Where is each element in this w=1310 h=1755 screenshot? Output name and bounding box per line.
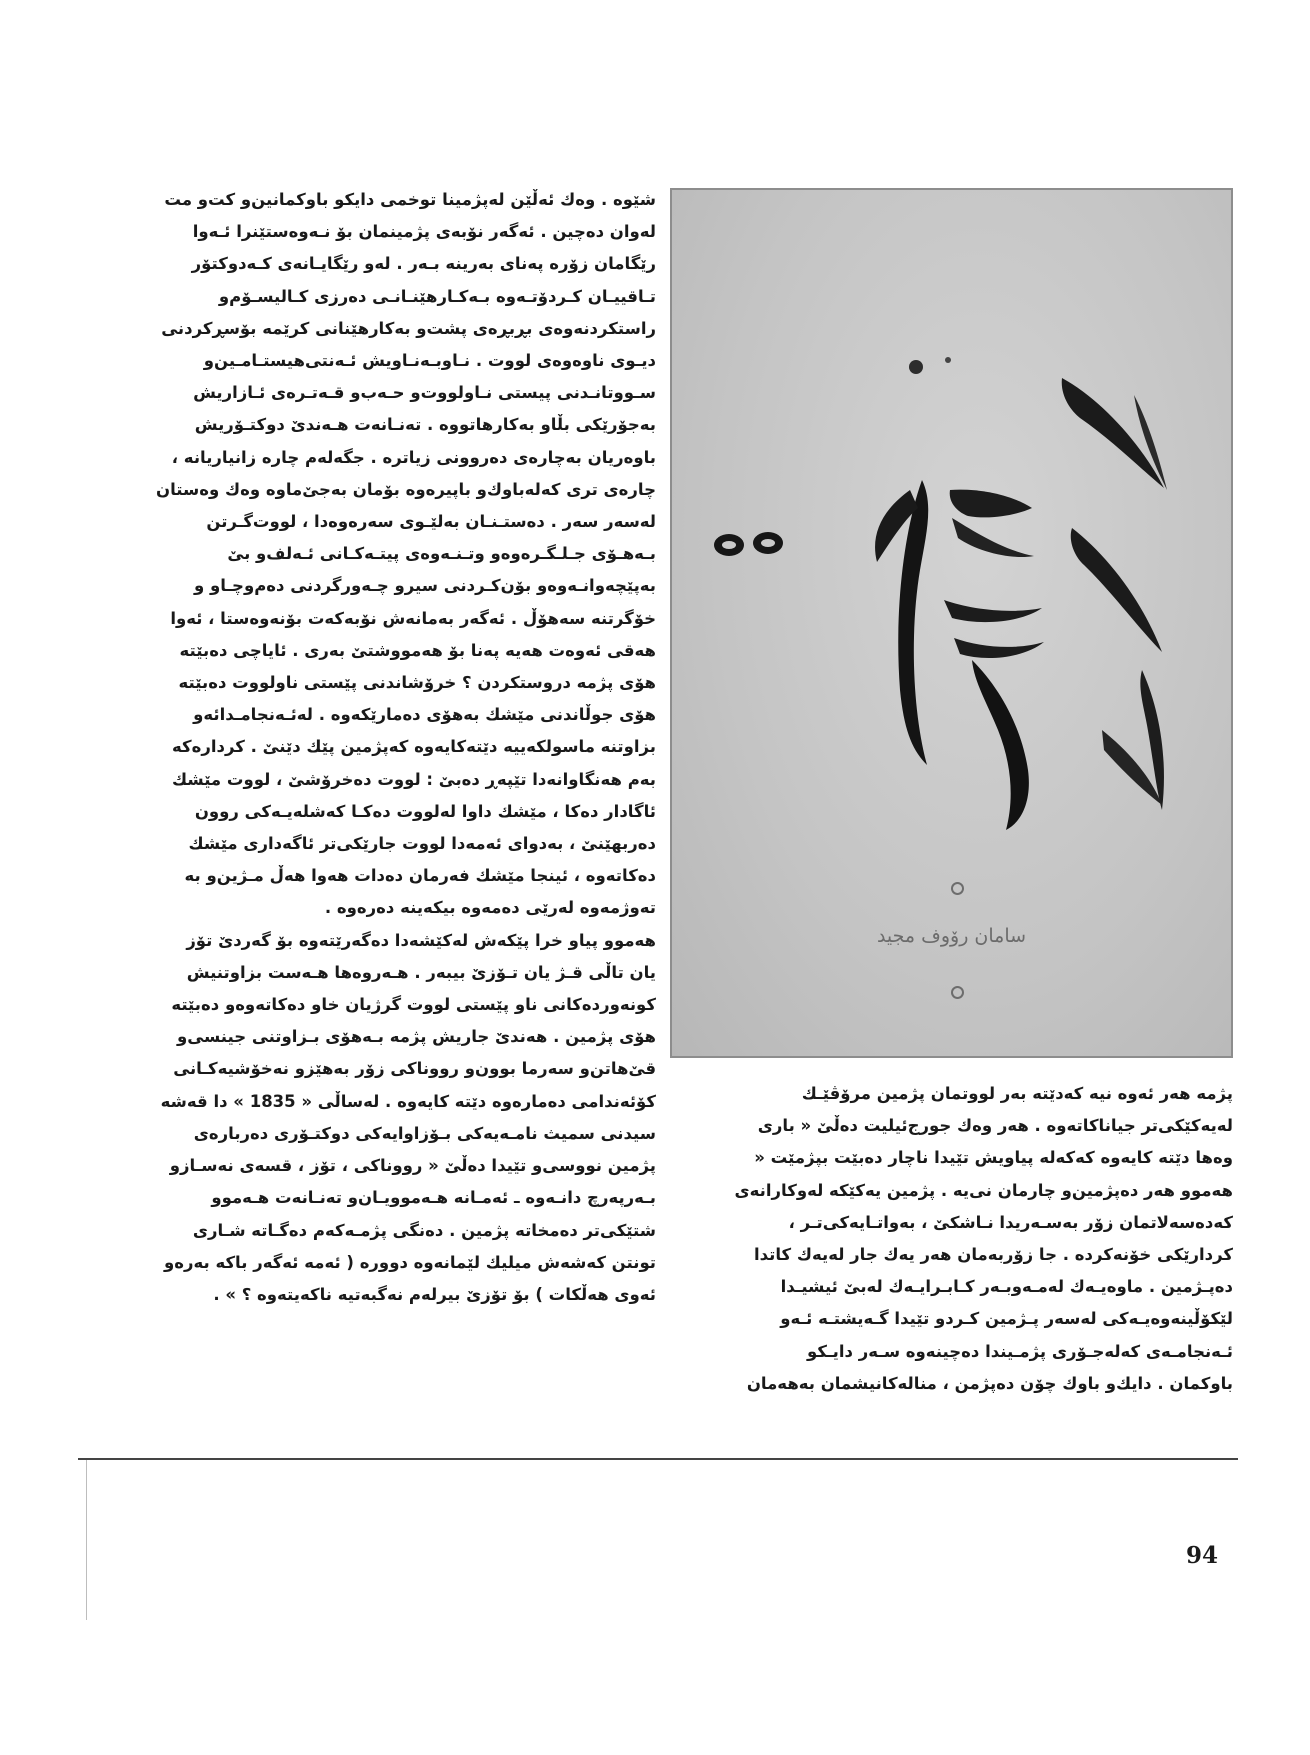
text-line: ئـەنجامـەی كەلەجـۆری پژمـیندا دەچینەوە سـەر دایـكو — [807, 1341, 1233, 1361]
text-line: یان تاڵی قـژ یان تـۆزێ بیبەر . هـەروەها هـەست بزاوتنیش — [186, 962, 656, 982]
text-line: خۆگرتنە سەهۆڵ . ئەگەر بەمانەش نۆبەكەت بۆنەوەستا ، ئەوا — [170, 608, 656, 628]
text-line: باوەریان بەچارەی دەروونی زیاترە . جگەلەم چارە زانیاریانە ، — [171, 447, 656, 467]
text-line: دەپـژمین . ماوەیـەك لەمـەوبـەر كـابـرایـەك لەبێ ئیشیـدا — [780, 1277, 1233, 1297]
margin-line — [86, 1460, 87, 1620]
text-line: لەیەكێكی‌تر جیاناكاتەوه . هەر وەك جورج‌ئیلیت دەڵێ « باری — [757, 1116, 1233, 1136]
text-line: بـەرپەرچ دانـەوە ـ ئەمـانە هـەموویـان‌و تەنـانەت هـەموو — [211, 1188, 656, 1208]
text-line: باوكمان . دایك‌و باوك چۆن دەپژمن ، منالەكانیشمان بەهەمان — [746, 1373, 1233, 1393]
text-line: راستكردنەوەی بڕبڕەی پشت‌و بەكارهێنانی كرێمە بۆسڕكردنی — [161, 318, 656, 338]
text-line: لەوان دەچین . ئەگەر نۆبەی پژمینمان بۆ نـەوەستێنرا ئـەوا — [192, 222, 656, 242]
text-line: هۆی جوڵاندنی مێشك بەهۆی دەمارێكەوه . لەئـەنجامـدائەو — [193, 705, 656, 725]
cover-circle-ornament-bottom — [951, 986, 964, 999]
text-line: هەقی ئەوەت هەیە پەنا بۆ هەمووشتێ بەری . ئایاچی دەبێتە — [179, 640, 656, 660]
text-line: شێوه . وەك ئەڵێن لەپژمینا توخمی دایكو باوكمانین‌و كت‌و مت — [164, 190, 656, 209]
text-line: كەدەسەلاتمان زۆر بەسـەریدا نـاشكێ ، بەواتـایەكی‌تـر ، — [788, 1212, 1233, 1232]
text-line: بەجۆرێكی بڵاو بەكارهاتووه . تەنـانەت هـەندێ دوكتـۆریش — [194, 415, 656, 435]
text-line: تونتن كەشەش میلیك لێمانەوە دوورە ( ئەمە ئەگەر باكە بەرەو — [164, 1252, 656, 1272]
text-line: هەموو هەر دەپژمین‌و چارمان نی‌یە . پژمین یەكێكە لەوكارانەی — [734, 1180, 1233, 1200]
text-line: دەكاتەوە ، ئینجا مێشك فەرمان دەدات هەوا هەڵ مـژین‌و بە — [184, 866, 656, 886]
text-line: بەپێچەوانـەوەو بۆن‌كـردنی سیرو چـەورگردنی دەم‌وچـاو و — [193, 576, 656, 596]
right-text-column — [670, 1078, 1233, 1400]
text-line: هەموو پیاو خرا پێكەش لەكێشەدا دەگەرێتەوە بۆ گەردێ تۆز — [186, 930, 656, 950]
text-line: دەربهێنێ ، بەدوای ئەمەدا لووت جارێكی‌تر ئاگەداری مێشك — [188, 834, 656, 854]
cover-author-name: سامان رۆوف مجید — [876, 925, 1027, 947]
text-line: هۆی پژمین . هەندێ جاریش پژمە بـەهۆی بـزاوتنی جینسی‌و — [177, 1027, 656, 1047]
text-line: شتێكی‌تر دەمخاتە پژمین . دەنگی پژمـەكەم دەگـاتە شـاری — [192, 1220, 656, 1240]
text-line: پژمین نووسی‌و تێیدا دەڵێ « رووناكی ، تۆز ، قسەی نەسـازو — [169, 1156, 656, 1176]
text-line: دیـوی ناوەوەی لووت . نـاوبـەنـاویش ئـەنتی‌هیستـامـین‌و — [203, 351, 656, 371]
text-line: كۆئەندامی دەمارەوە دێتە كایەوە . لەساڵی « 1835 » دا قەشە — [160, 1091, 656, 1111]
left-text-column — [78, 184, 656, 1311]
text-line: بزاوتنە ماسولكەییە دێتەكایەوە كەپژمین پێك دێنێ . كردارەكە — [172, 737, 656, 757]
text-line: وەها دێتە كایەوە كەكەلە پیاویش تێیدا ناچار دەبێت بپژمێت « — [754, 1148, 1233, 1168]
text-line: بەم هەنگاوانەدا تێپەڕ دەبێ : لووت دەخرۆشێ ، لووت مێشك — [172, 769, 656, 789]
text-line: كونەوردەكانی ناو پێستی لووت گرژیان خاو دەكاتەوەو دەبێتە — [171, 995, 656, 1015]
text-line: قێ‌هاتن‌و سەرما بوون‌و رووناكی زۆر بەهێزو نەخۆشیەكـانی — [173, 1059, 656, 1079]
text-line: كردارێكی خۆنەكردە . جا زۆربەمان هەر یەك جار لەیەك كاتدا — [753, 1245, 1233, 1265]
text-line: ئەوی هەڵكات ) بۆ تۆزێ بیرلەم نەگبەتیە ناكەیتەوە ؟ » . — [213, 1284, 656, 1304]
cover-circle-ornament-top — [951, 882, 964, 895]
book-cover-image — [670, 188, 1233, 1058]
footer-rule — [78, 1458, 1238, 1460]
text-line: سـووتانـدنی پیستی نـاولووت‌و حـەب‌و قـەتـرەی ئـازاریش — [193, 383, 656, 403]
text-line: ئاگادار دەكا ، مێشك داوا لەلووت دەكـا كەشلەیـەكی روون — [194, 801, 656, 821]
text-line: چارەی تری كەلەباوك‌و باپیرەوە بۆمان بەجێ‌ماوە وەك وەستان — [156, 479, 656, 499]
text-line: بـەهـۆی جـلـگـرەوەو وتـنـەوەی پیتـەكـانی ئـەلف‌و بێ — [227, 544, 656, 564]
text-line: لەسەر سەر . دەستـنـان بەلێـوی سەرەوەدا ، لووت‌گـرتن — [206, 512, 656, 532]
text-line: پژمە هەر ئەوە نیە كەدێتە بەر لووتمان پژمین مرۆڤێـك — [801, 1084, 1233, 1103]
text-line: هۆی پژمە دروستكردن ؟ خرۆشاندنی پێستی ناولووت دەبێتە — [178, 673, 656, 693]
text-line: رێگامان زۆرە پەنای بەرینە بـەر . لەو رێگایـانەی كـەدوكتۆر — [191, 254, 656, 274]
text-line: سیدنی سمیث نامـەیەكی بـۆزاوایەكی دوكتـۆری دەربارەی — [193, 1123, 656, 1143]
text-line: تـاقییـان كـردۆتـەوه بـەكـارهێنـانـی دەرزی كـالیسـۆم‌و — [218, 286, 656, 306]
text-line: لێكۆڵینەوەیـەكی لەسەر پـژمین كـردو تێیدا گـەیشتـە ئـەو — [780, 1309, 1233, 1329]
text-line: تەوژمەوە لەرێی دەمەوە بیكەینە دەرەوە . — [324, 898, 656, 918]
page-number: 94 — [1186, 1542, 1219, 1569]
